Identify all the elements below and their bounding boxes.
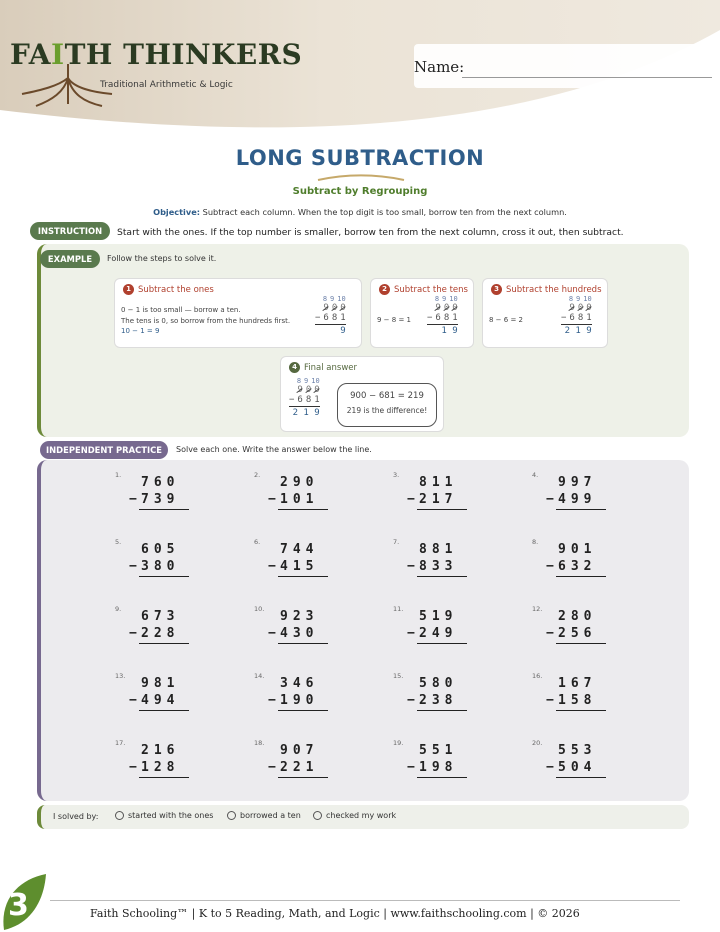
practice-problem xyxy=(254,538,334,582)
problem-number: 1. xyxy=(115,471,122,479)
problem-top-number: 923 xyxy=(280,609,319,624)
answer-line[interactable] xyxy=(556,509,606,510)
problem-top-number: 346 xyxy=(280,676,319,691)
problem-number: 2. xyxy=(254,471,261,479)
problem-bottom-number: 632 xyxy=(558,559,597,574)
minus-sign: − xyxy=(268,492,276,507)
practice-problem xyxy=(532,739,612,783)
answer-line[interactable] xyxy=(278,576,328,577)
radio-circle[interactable] xyxy=(313,811,322,820)
problem-bottom-number: 228 xyxy=(141,626,180,641)
problem-bottom-number: 217 xyxy=(419,492,458,507)
step-2-heading xyxy=(379,284,468,295)
practice-problem xyxy=(532,471,612,515)
problem-number: 14. xyxy=(254,672,265,680)
problem-top-number: 907 xyxy=(280,743,319,758)
problem-bottom-number: 499 xyxy=(558,492,597,507)
problem-number: 16. xyxy=(532,672,543,680)
step-2-text: 9 − 8 = 1 xyxy=(377,316,411,324)
name-label: Name: xyxy=(414,58,465,76)
practice-problem xyxy=(393,471,473,515)
problem-top-number: 744 xyxy=(280,542,319,557)
practice-problem xyxy=(115,538,195,582)
answer-line[interactable] xyxy=(556,710,606,711)
problem-bottom-number: 430 xyxy=(280,626,319,641)
practice-problem xyxy=(115,605,195,649)
answer-line[interactable] xyxy=(556,777,606,778)
problem-top-number: 216 xyxy=(141,743,180,758)
answer-line[interactable] xyxy=(417,777,467,778)
checklist-item-label: checked my work xyxy=(326,811,397,820)
practice-problem xyxy=(393,739,473,783)
problem-bottom-number: 190 xyxy=(280,693,319,708)
example-step-4 xyxy=(280,356,444,432)
problem-top-number: 605 xyxy=(141,542,180,557)
practice-problem xyxy=(115,739,195,783)
page-subtitle: Subtract by Regrouping xyxy=(292,186,428,197)
problem-number: 11. xyxy=(393,605,404,613)
step-3-text: 8 − 6 = 2 xyxy=(489,316,523,324)
practice-problem xyxy=(254,739,334,783)
problem-top-number: 551 xyxy=(419,743,458,758)
problem-top-number: 981 xyxy=(141,676,180,691)
instruction-text: Start with the ones. If the top number is smaller, borrow ten from the next column, cross it out, then subtract. xyxy=(117,227,624,238)
practice-pill: INDEPENDENT PRACTICE xyxy=(40,441,168,459)
example-note: Follow the steps to solve it. xyxy=(107,254,217,263)
answer-line[interactable] xyxy=(139,509,189,510)
step-3-title: Subtract the hundreds xyxy=(506,284,602,295)
example-pill: EXAMPLE xyxy=(40,250,100,268)
practice-problem xyxy=(532,605,612,649)
problem-top-number: 811 xyxy=(419,475,458,490)
objective-label: Objective: xyxy=(153,207,201,217)
problem-top-number: 901 xyxy=(558,542,597,557)
brand-tagline: Traditional Arithmetic & Logic xyxy=(100,80,233,90)
footer-divider xyxy=(50,900,680,901)
objective xyxy=(0,207,720,217)
problem-top-number: 997 xyxy=(558,475,597,490)
answer-line[interactable] xyxy=(278,643,328,644)
problem-number: 9. xyxy=(115,605,122,613)
answer-line[interactable] xyxy=(417,509,467,510)
step-1-work: 8 9 10 9 0 0 − 6 8 1 9 xyxy=(315,295,346,336)
problem-number: 7. xyxy=(393,538,400,546)
title-swash xyxy=(316,174,406,182)
problem-number: 18. xyxy=(254,739,265,747)
problem-bottom-number: 833 xyxy=(419,559,458,574)
problem-bottom-number: 380 xyxy=(141,559,180,574)
example-step-3 xyxy=(482,278,608,348)
objective-text: Subtract each column. When the top digit is too small, borrow ten from the next column. xyxy=(200,207,567,217)
page-title: LONG SUBTRACTION xyxy=(235,146,485,170)
instruction-pill: INSTRUCTION xyxy=(30,222,110,240)
example-step-2 xyxy=(370,278,474,348)
step-1-line: The tens is 0, so borrow from the hundreds first. xyxy=(121,316,291,325)
answer-line[interactable] xyxy=(139,576,189,577)
radio-circle[interactable] xyxy=(115,811,124,820)
step-4-work: 8 9 10 9 0 0 − 6 8 1 2 1 9 xyxy=(289,377,320,418)
practice-note: Solve each one. Write the answer below the line. xyxy=(176,445,372,454)
step-2-work: 8 9 10 9 0 0 − 6 8 1 1 9 xyxy=(427,295,458,336)
problem-top-number: 290 xyxy=(280,475,319,490)
checklist-item-ones[interactable] xyxy=(115,811,213,820)
practice-problem xyxy=(532,538,612,582)
problem-number: 12. xyxy=(532,605,543,613)
minus-sign: − xyxy=(546,693,554,708)
step-3-badge: 3 xyxy=(491,284,502,295)
step-1-text xyxy=(121,305,290,337)
practice-problem xyxy=(115,672,195,716)
problem-number: 10. xyxy=(254,605,265,613)
problem-bottom-number: 249 xyxy=(419,626,458,641)
minus-sign: − xyxy=(546,626,554,641)
answer-line[interactable] xyxy=(417,710,467,711)
problem-bottom-number: 101 xyxy=(280,492,319,507)
minus-sign: − xyxy=(407,559,415,574)
step-1-badge: 1 xyxy=(123,284,134,295)
problem-number: 13. xyxy=(115,672,126,680)
answer-line[interactable] xyxy=(556,643,606,644)
problem-top-number: 673 xyxy=(141,609,180,624)
problem-top-number: 280 xyxy=(558,609,597,624)
minus-sign: − xyxy=(129,626,137,641)
minus-sign: − xyxy=(546,492,554,507)
answer-line[interactable] xyxy=(278,509,328,510)
problem-bottom-number: 504 xyxy=(558,760,597,775)
minus-sign: − xyxy=(407,626,415,641)
practice-problem xyxy=(254,605,334,649)
practice-problem xyxy=(393,672,473,716)
answer-line[interactable] xyxy=(278,710,328,711)
problem-number: 8. xyxy=(532,538,539,546)
answer-line[interactable] xyxy=(556,576,606,577)
minus-sign: − xyxy=(407,492,415,507)
minus-sign: − xyxy=(268,693,276,708)
answer-line[interactable] xyxy=(278,777,328,778)
step-1-line: 0 − 1 is too small — borrow a ten. xyxy=(121,306,241,314)
step-1-title: Subtract the ones xyxy=(138,284,214,295)
problem-bottom-number: 198 xyxy=(419,760,458,775)
answer-line[interactable] xyxy=(139,643,189,644)
final-caption: 219 is the difference! xyxy=(346,406,428,415)
checklist-item-checked[interactable] xyxy=(313,811,396,820)
checklist-item-label: started with the ones xyxy=(128,811,214,820)
minus-sign: − xyxy=(407,693,415,708)
minus-sign: − xyxy=(546,760,554,775)
practice-problem xyxy=(254,471,334,515)
problem-number: 3. xyxy=(393,471,400,479)
step-4-title: Final answer xyxy=(304,362,357,373)
step-1-heading xyxy=(123,284,214,295)
problem-top-number: 881 xyxy=(419,542,458,557)
answer-line[interactable] xyxy=(139,777,189,778)
practice-problem xyxy=(254,672,334,716)
brand-logo: FAITH THINKERS xyxy=(10,38,303,71)
minus-sign: − xyxy=(268,760,276,775)
problem-number: 20. xyxy=(532,739,543,747)
minus-sign: − xyxy=(129,693,137,708)
minus-sign: − xyxy=(407,760,415,775)
problem-top-number: 553 xyxy=(558,743,597,758)
problem-bottom-number: 221 xyxy=(280,760,319,775)
problem-top-number: 519 xyxy=(419,609,458,624)
problem-bottom-number: 238 xyxy=(419,693,458,708)
footer-text: Faith Schooling™ | K to 5 Reading, Math, and Logic | www.faithschooling.com | © 2026 xyxy=(90,907,580,920)
problem-bottom-number: 128 xyxy=(141,760,180,775)
practice-problem xyxy=(115,471,195,515)
final-answer-bubble xyxy=(337,383,437,427)
problem-number: 4. xyxy=(532,471,539,479)
answer-line[interactable] xyxy=(417,576,467,577)
example-step-1 xyxy=(114,278,362,348)
problem-bottom-number: 494 xyxy=(141,693,180,708)
problem-bottom-number: 415 xyxy=(280,559,319,574)
minus-sign: − xyxy=(129,760,137,775)
problem-bottom-number: 158 xyxy=(558,693,597,708)
checklist-item-borrowed[interactable] xyxy=(227,811,301,820)
page-header xyxy=(0,0,720,140)
problem-top-number: 167 xyxy=(558,676,597,691)
checklist-item-label: borrowed a ten xyxy=(240,811,301,820)
problem-number: 6. xyxy=(254,538,261,546)
minus-sign: − xyxy=(129,492,137,507)
problem-number: 5. xyxy=(115,538,122,546)
minus-sign: − xyxy=(546,559,554,574)
step-2-badge: 2 xyxy=(379,284,390,295)
problem-top-number: 760 xyxy=(141,475,180,490)
step-4-heading xyxy=(289,362,357,373)
practice-problem xyxy=(532,672,612,716)
minus-sign: − xyxy=(129,559,137,574)
problem-bottom-number: 256 xyxy=(558,626,597,641)
answer-line[interactable] xyxy=(139,710,189,711)
practice-problem xyxy=(393,538,473,582)
answer-line[interactable] xyxy=(417,643,467,644)
final-equation: 900 − 681 = 219 xyxy=(350,391,424,401)
problem-top-number: 580 xyxy=(419,676,458,691)
minus-sign: − xyxy=(268,626,276,641)
checklist-bar xyxy=(37,805,689,829)
checklist-label: I solved by: xyxy=(53,812,99,821)
grade-number: 3 xyxy=(8,888,29,923)
problem-number: 15. xyxy=(393,672,404,680)
practice-problem xyxy=(393,605,473,649)
step-1-line: 10 − 1 = 9 xyxy=(121,327,160,335)
minus-sign: − xyxy=(268,559,276,574)
radio-circle[interactable] xyxy=(227,811,236,820)
step-2-title: Subtract the tens xyxy=(394,284,468,295)
problem-number: 19. xyxy=(393,739,404,747)
problem-bottom-number: 739 xyxy=(141,492,180,507)
step-3-heading xyxy=(491,284,602,295)
name-field[interactable] xyxy=(462,77,712,78)
step-4-badge: 4 xyxy=(289,362,300,373)
problem-number: 17. xyxy=(115,739,126,747)
step-3-work: 8 9 10 9 0 0 − 6 8 1 2 1 9 xyxy=(561,295,592,336)
